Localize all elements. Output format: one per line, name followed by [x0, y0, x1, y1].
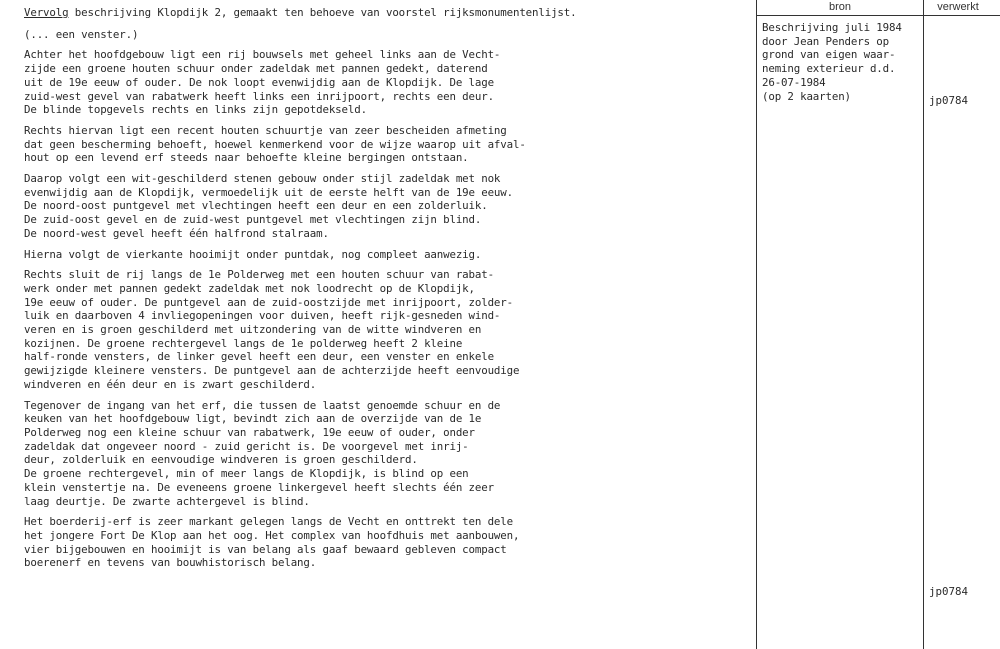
- text-line: Hierna volgt de vierkante hooimijt onder puntdak, nog compleet aanwezig.: [24, 247, 482, 261]
- table-header-rule: [756, 15, 1000, 16]
- heading-prefix: Vervolg: [24, 6, 69, 19]
- verwerkt-code-bottom: jp0784: [929, 585, 969, 598]
- bron-line: (op 2 kaarten): [762, 89, 851, 103]
- text-line: dat geen bescherming behoeft, hoewel kenmerkend voor de wijze waarop uit afval-: [24, 137, 526, 151]
- paragraph: [24, 124, 729, 165]
- text-line: evenwijdig aan de Klopdijk, vermoedelijk uit de eerste helft van de 19e eeuw.: [24, 185, 513, 199]
- text-line: zijde een groene houten schuur onder zadeldak met pannen gedekt, daterend: [24, 62, 488, 76]
- paragraph: [24, 399, 729, 509]
- bron-line: door Jean Penders op: [762, 34, 890, 48]
- text-line: boerenerf en tevens van bouwhistorisch belang.: [24, 556, 317, 570]
- text-line: De groene rechtergevel, min of meer langs de Klopdijk, is blind op een: [24, 467, 469, 481]
- text-line: Tegenover de ingang van het erf, die tussen de laatst genoemde schuur en de: [24, 398, 501, 412]
- text-line: zadeldak dat ongeveer noord - zuid gericht is. De voorgevel met inrij-: [24, 439, 469, 453]
- verwerkt-code-top: jp0784: [929, 94, 969, 107]
- text-line: Rechts sluit de rij langs de 1e Polderweg met een houten schuur van rabat-: [24, 268, 494, 282]
- paragraph: [24, 48, 729, 117]
- text-line: laag deurtje. De zwarte achtergevel is blind.: [24, 494, 310, 508]
- text-line: het jongere Fort De Klop aan het oog. Het complex van hoofdhuis met aanbouwen,: [24, 528, 520, 542]
- text-line: uit de 19e eeuw of ouder. De nok loopt evenwijdig aan de Klopdijk. De lage: [24, 75, 494, 89]
- paragraphs: [24, 48, 729, 570]
- column-header-bron: bron: [828, 1, 852, 13]
- paragraph: [24, 515, 729, 570]
- table-divider-left: [756, 0, 757, 649]
- text-line: Rechts hiervan ligt een recent houten schuurtje van zeer bescheiden afmeting: [24, 123, 507, 137]
- text-line: Achter het hoofdgebouw ligt een rij bouwsels met geheel links aan de Vecht-: [24, 48, 501, 62]
- paragraph: [24, 268, 729, 391]
- bron-line: grond van eigen waar-: [762, 48, 896, 62]
- text-line: Het boerderij-erf is zeer markant gelegen langs de Vecht en onttrekt ten dele: [24, 515, 513, 529]
- text-line: windveren en één deur en is zwart geschilderd.: [24, 377, 317, 391]
- text-line: vier bijgebouwen en hooimijt is van belang als gaaf bewaard gebleven compact: [24, 542, 507, 556]
- paragraph: [24, 248, 729, 262]
- bron-line: neming exterieur d.d.: [762, 62, 896, 76]
- text-line: keuken van het hoofdgebouw ligt, bevindt zich aan de overzijde van de 1e: [24, 412, 482, 426]
- text-line: kozijnen. De groene rechtergevel langs de 1e polderweg heeft 2 kleine: [24, 336, 463, 350]
- bron-line: 26-07-1984: [762, 75, 826, 89]
- text-line: werk onder met pannen gedekt zadeldak met nok loodrecht op de Klopdijk,: [24, 281, 475, 295]
- text-line: zuid-west gevel van rabatwerk heeft links een inrijpoort, rechts een deur.: [24, 89, 494, 103]
- text-line: half-ronde vensters, de linker gevel heeft een deur, een venster en enkele: [24, 350, 494, 364]
- text-line: Polderweg nog een kleine schuur van rabatwerk, 19e eeuw of ouder, onder: [24, 425, 475, 439]
- table-divider-middle: [923, 0, 924, 649]
- continuation-line: (... een venster.): [24, 27, 139, 41]
- heading-rest: beschrijving Klopdijk 2, gemaakt ten behoeve van voorstel rijksmonumentenlijst.: [68, 6, 577, 19]
- bron-line: Beschrijving juli 1984: [762, 21, 902, 34]
- text-line: luik en daarboven 4 invliegopeningen voor duiven, heeft rijk-gesneden wind-: [24, 309, 501, 323]
- text-line: klein venstertje na. De eveneens groene linkergevel heeft slechts één zeer: [24, 480, 494, 494]
- text-line: hout op een levend erf steeds naar behoefte kleine bergingen ontstaan.: [24, 151, 469, 165]
- description-text: [24, 6, 729, 570]
- bron-cell: [762, 21, 922, 103]
- column-header-verwerkt: verwerkt: [937, 1, 979, 13]
- text-line: De noord-oost puntgevel met vlechtingen heeft een deur en een zolderluik.: [24, 199, 488, 213]
- text-line: De zuid-oost gevel en de zuid-west puntgevel met vlechtingen zijn blind.: [24, 213, 482, 227]
- text-line: gewijzigde kleinere vensters. De puntgevel aan de achterzijde heeft eenvoudige: [24, 364, 520, 378]
- text-line: De noord-west gevel heeft één halfrond stalraam.: [24, 226, 329, 240]
- text-line: 19e eeuw of ouder. De puntgevel aan de zuid-oostzijde met inrijpoort, zolder-: [24, 295, 513, 309]
- text-line: deur, zolderluik en eenvoudige windveren is groen geschilderd.: [24, 453, 418, 467]
- text-line: veren en is groen geschilderd met uitzondering van de witte windveren en: [24, 323, 482, 337]
- document-heading: [24, 6, 729, 20]
- text-line: Daarop volgt een wit-geschilderd stenen gebouw onder stijl zadeldak met nok: [24, 172, 501, 186]
- paragraph: [24, 172, 729, 241]
- text-line: De blinde topgevels rechts en links zijn gepotdekseld.: [24, 103, 367, 117]
